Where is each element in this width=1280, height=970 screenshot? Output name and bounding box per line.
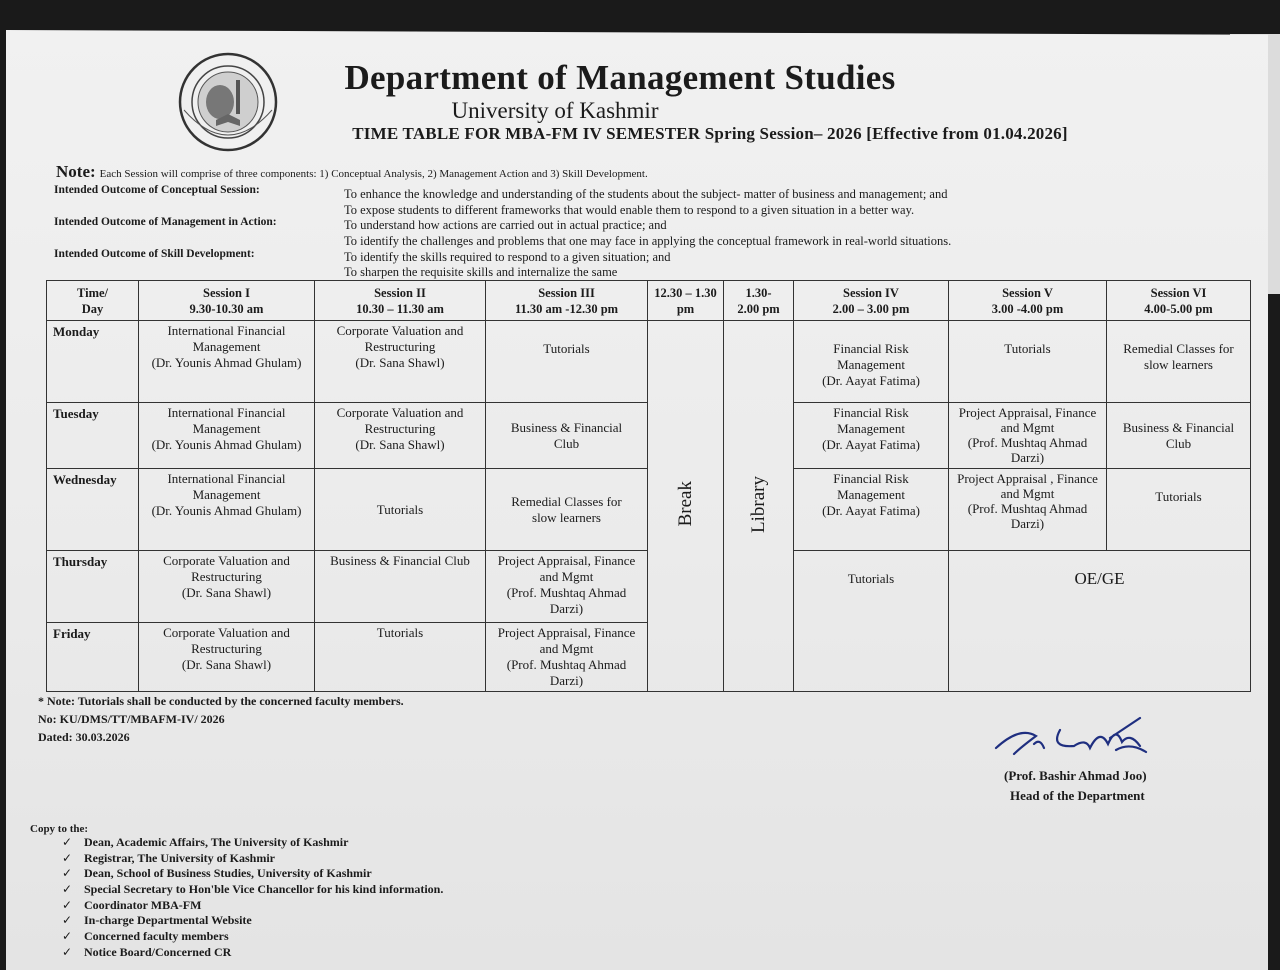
tutorial-note: * Note: Tutorials shall be conducted by the concerned faculty members.	[38, 694, 404, 708]
check-icon: ✓	[62, 835, 73, 849]
cell-tue-s1: International Financial Management (Dr. Younis Ahmad Ghulam)	[139, 403, 315, 469]
list-item: ✓ Notice Board/Concerned CR	[62, 944, 232, 959]
copy-to-list	[62, 835, 443, 961]
check-icon: ✓	[62, 850, 73, 865]
cell-tue-s3: Business & Financial Club	[486, 403, 648, 469]
cell-wed-s5: Project Appraisal , Finance and Mgmt (Prof. Mushtaq Ahmad Darzi)	[949, 469, 1107, 551]
cell-thu-fri-s4: Tutorials	[794, 551, 949, 692]
day-tuesday: Tuesday	[47, 403, 139, 469]
header-session-3: Session III 11.30 am -12.30 pm	[486, 281, 648, 321]
list-item: ✓ Coordinator MBA-FM	[62, 897, 202, 912]
cell-mon-s4: Financial Risk Management (Dr. Aayat Fatima)	[794, 321, 949, 403]
cell-fri-s2: Tutorials	[315, 623, 486, 692]
day-friday: Friday	[47, 623, 139, 692]
signature-icon	[990, 708, 1170, 772]
cell-tue-s2: Corporate Valuation and Restructuring (Dr. Sana Shawl)	[315, 403, 486, 469]
list-item: ✓ Dean, Academic Affairs, The University of Kashmir	[62, 835, 349, 849]
break-label: Break	[674, 481, 696, 527]
header-break: 12.30 – 1.30 pm	[648, 281, 724, 321]
check-icon: ✓	[62, 897, 73, 912]
header-session-5: Session V 3.00 -4.00 pm	[949, 281, 1107, 321]
header-session-6: Session VI 4.00-5.00 pm	[1107, 281, 1251, 321]
signatory-name: (Prof. Bashir Ahmad Joo)	[1004, 768, 1147, 783]
cell-wed-s6: Tutorials	[1107, 469, 1251, 551]
header-library: 1.30- 2.00 pm	[724, 281, 794, 321]
timetable	[46, 280, 1251, 692]
check-icon: ✓	[62, 913, 73, 928]
list-item: ✓ Registrar, The University of Kashmir	[62, 850, 275, 865]
header-session-2: Session II 10.30 – 11.30 am	[315, 281, 486, 321]
note-label: Note:	[56, 162, 96, 181]
copy-to-label: Copy to the:	[30, 823, 89, 835]
cell-fri-s3: Project Appraisal, Finance and Mgmt (Prof. Mushtaq Ahmad Darzi)	[486, 623, 648, 692]
cell-tue-s5: Project Appraisal, Finance and Mgmt (Prof. Mushtaq Ahmad Darzi)	[949, 403, 1107, 469]
cell-thu-s2: Business & Financial Club	[315, 551, 486, 623]
cell-thu-s3: Project Appraisal, Finance and Mgmt (Prof. Mushtaq Ahmad Darzi)	[486, 551, 648, 623]
signatory-title: Head of the Department	[1010, 788, 1145, 803]
day-monday: Monday	[47, 321, 139, 403]
cell-mon-s6: Remedial Classes for slow learners	[1107, 321, 1251, 403]
list-item: ✓ In-charge Departmental Website	[62, 913, 252, 928]
cell-wed-s3: Remedial Classes for slow learners	[486, 469, 648, 551]
check-icon: ✓	[62, 882, 73, 897]
outcome-text: To enhance the knowledge and understanding of the students about the subject- matter of business and management; and	[344, 187, 948, 201]
outcome-text: To identify the challenges and problems that one may face in applying the conceptual framework in real-world situations.	[344, 234, 952, 248]
cell-wed-s1: International Financial Management (Dr. Younis Ahmad Ghulam)	[139, 469, 315, 551]
cell-wed-s2: Tutorials	[315, 469, 486, 551]
table-row	[47, 321, 1251, 403]
note-text: Each Session will comprise of three components: 1) Conceptual Analysis, 2) Management Action and 3) Skill Development.	[99, 168, 648, 180]
list-item: ✓ Dean, School of Business Studies, University of Kashmir	[62, 866, 372, 881]
outcome-label: Intended Outcome of Management in Action:	[54, 216, 277, 228]
library-column	[724, 321, 794, 692]
cell-thu-s1: Corporate Valuation and Restructuring (Dr. Sana Shawl)	[139, 551, 315, 623]
cell-oe-ge: OE/GE	[949, 551, 1251, 692]
cell-mon-s5: Tutorials	[949, 321, 1107, 403]
cell-tue-s6: Business & Financial Club	[1107, 403, 1251, 469]
cell-mon-s1: International Financial Management (Dr. Younis Ahmad Ghulam)	[139, 321, 315, 403]
cell-wed-s4: Financial Risk Management (Dr. Aayat Fatima)	[794, 469, 949, 551]
list-item: ✓ Special Secretary to Hon'ble Vice Chancellor for his kind information.	[62, 882, 444, 897]
note-line	[56, 162, 648, 182]
cell-mon-s3: Tutorials	[486, 321, 648, 403]
university-title: University of Kashmir	[451, 98, 659, 123]
department-title: Department of Management Studies	[344, 58, 896, 97]
cell-fri-s1: Corporate Valuation and Restructuring (Dr. Sana Shawl)	[139, 623, 315, 692]
outcome-label: Intended Outcome of Conceptual Session:	[54, 184, 260, 196]
library-label: Library	[747, 475, 769, 533]
header-day: Time/ Day	[47, 281, 139, 321]
timetable-title: TIME TABLE FOR MBA-FM IV SEMESTER Spring Session– 2026 [Effective from 01.04.2026]	[352, 124, 1068, 143]
reference-number: No: KU/DMS/TT/MBAFM-IV/ 2026	[38, 712, 225, 726]
outcome-text: To understand how actions are carried out in actual practice; and	[344, 218, 667, 232]
outcome-text: To expose students to different frameworks that would enable them to respond to a given situation in a better way.	[344, 203, 915, 217]
dated: Dated: 30.03.2026	[38, 730, 130, 744]
check-icon: ✓	[62, 866, 73, 881]
header-row	[47, 281, 1251, 321]
header-session-1: Session I 9.30-10.30 am	[139, 281, 315, 321]
cell-tue-s4: Financial Risk Management (Dr. Aayat Fatima)	[794, 403, 949, 469]
outcome-text: To identify the skills required to respond to a given situation; and	[344, 250, 671, 264]
day-thursday: Thursday	[47, 551, 139, 623]
list-item: ✓ Concerned faculty members	[62, 929, 229, 944]
outcome-text: To sharpen the requisite skills and internalize the same	[344, 265, 618, 279]
break-column	[648, 321, 724, 692]
check-icon: ✓	[62, 929, 73, 944]
cell-mon-s2: Corporate Valuation and Restructuring (Dr. Sana Shawl)	[315, 321, 486, 403]
check-icon: ✓	[62, 944, 73, 959]
header-session-4: Session IV 2.00 – 3.00 pm	[794, 281, 949, 321]
day-wednesday: Wednesday	[47, 469, 139, 551]
outcome-label: Intended Outcome of Skill Development:	[54, 248, 255, 260]
